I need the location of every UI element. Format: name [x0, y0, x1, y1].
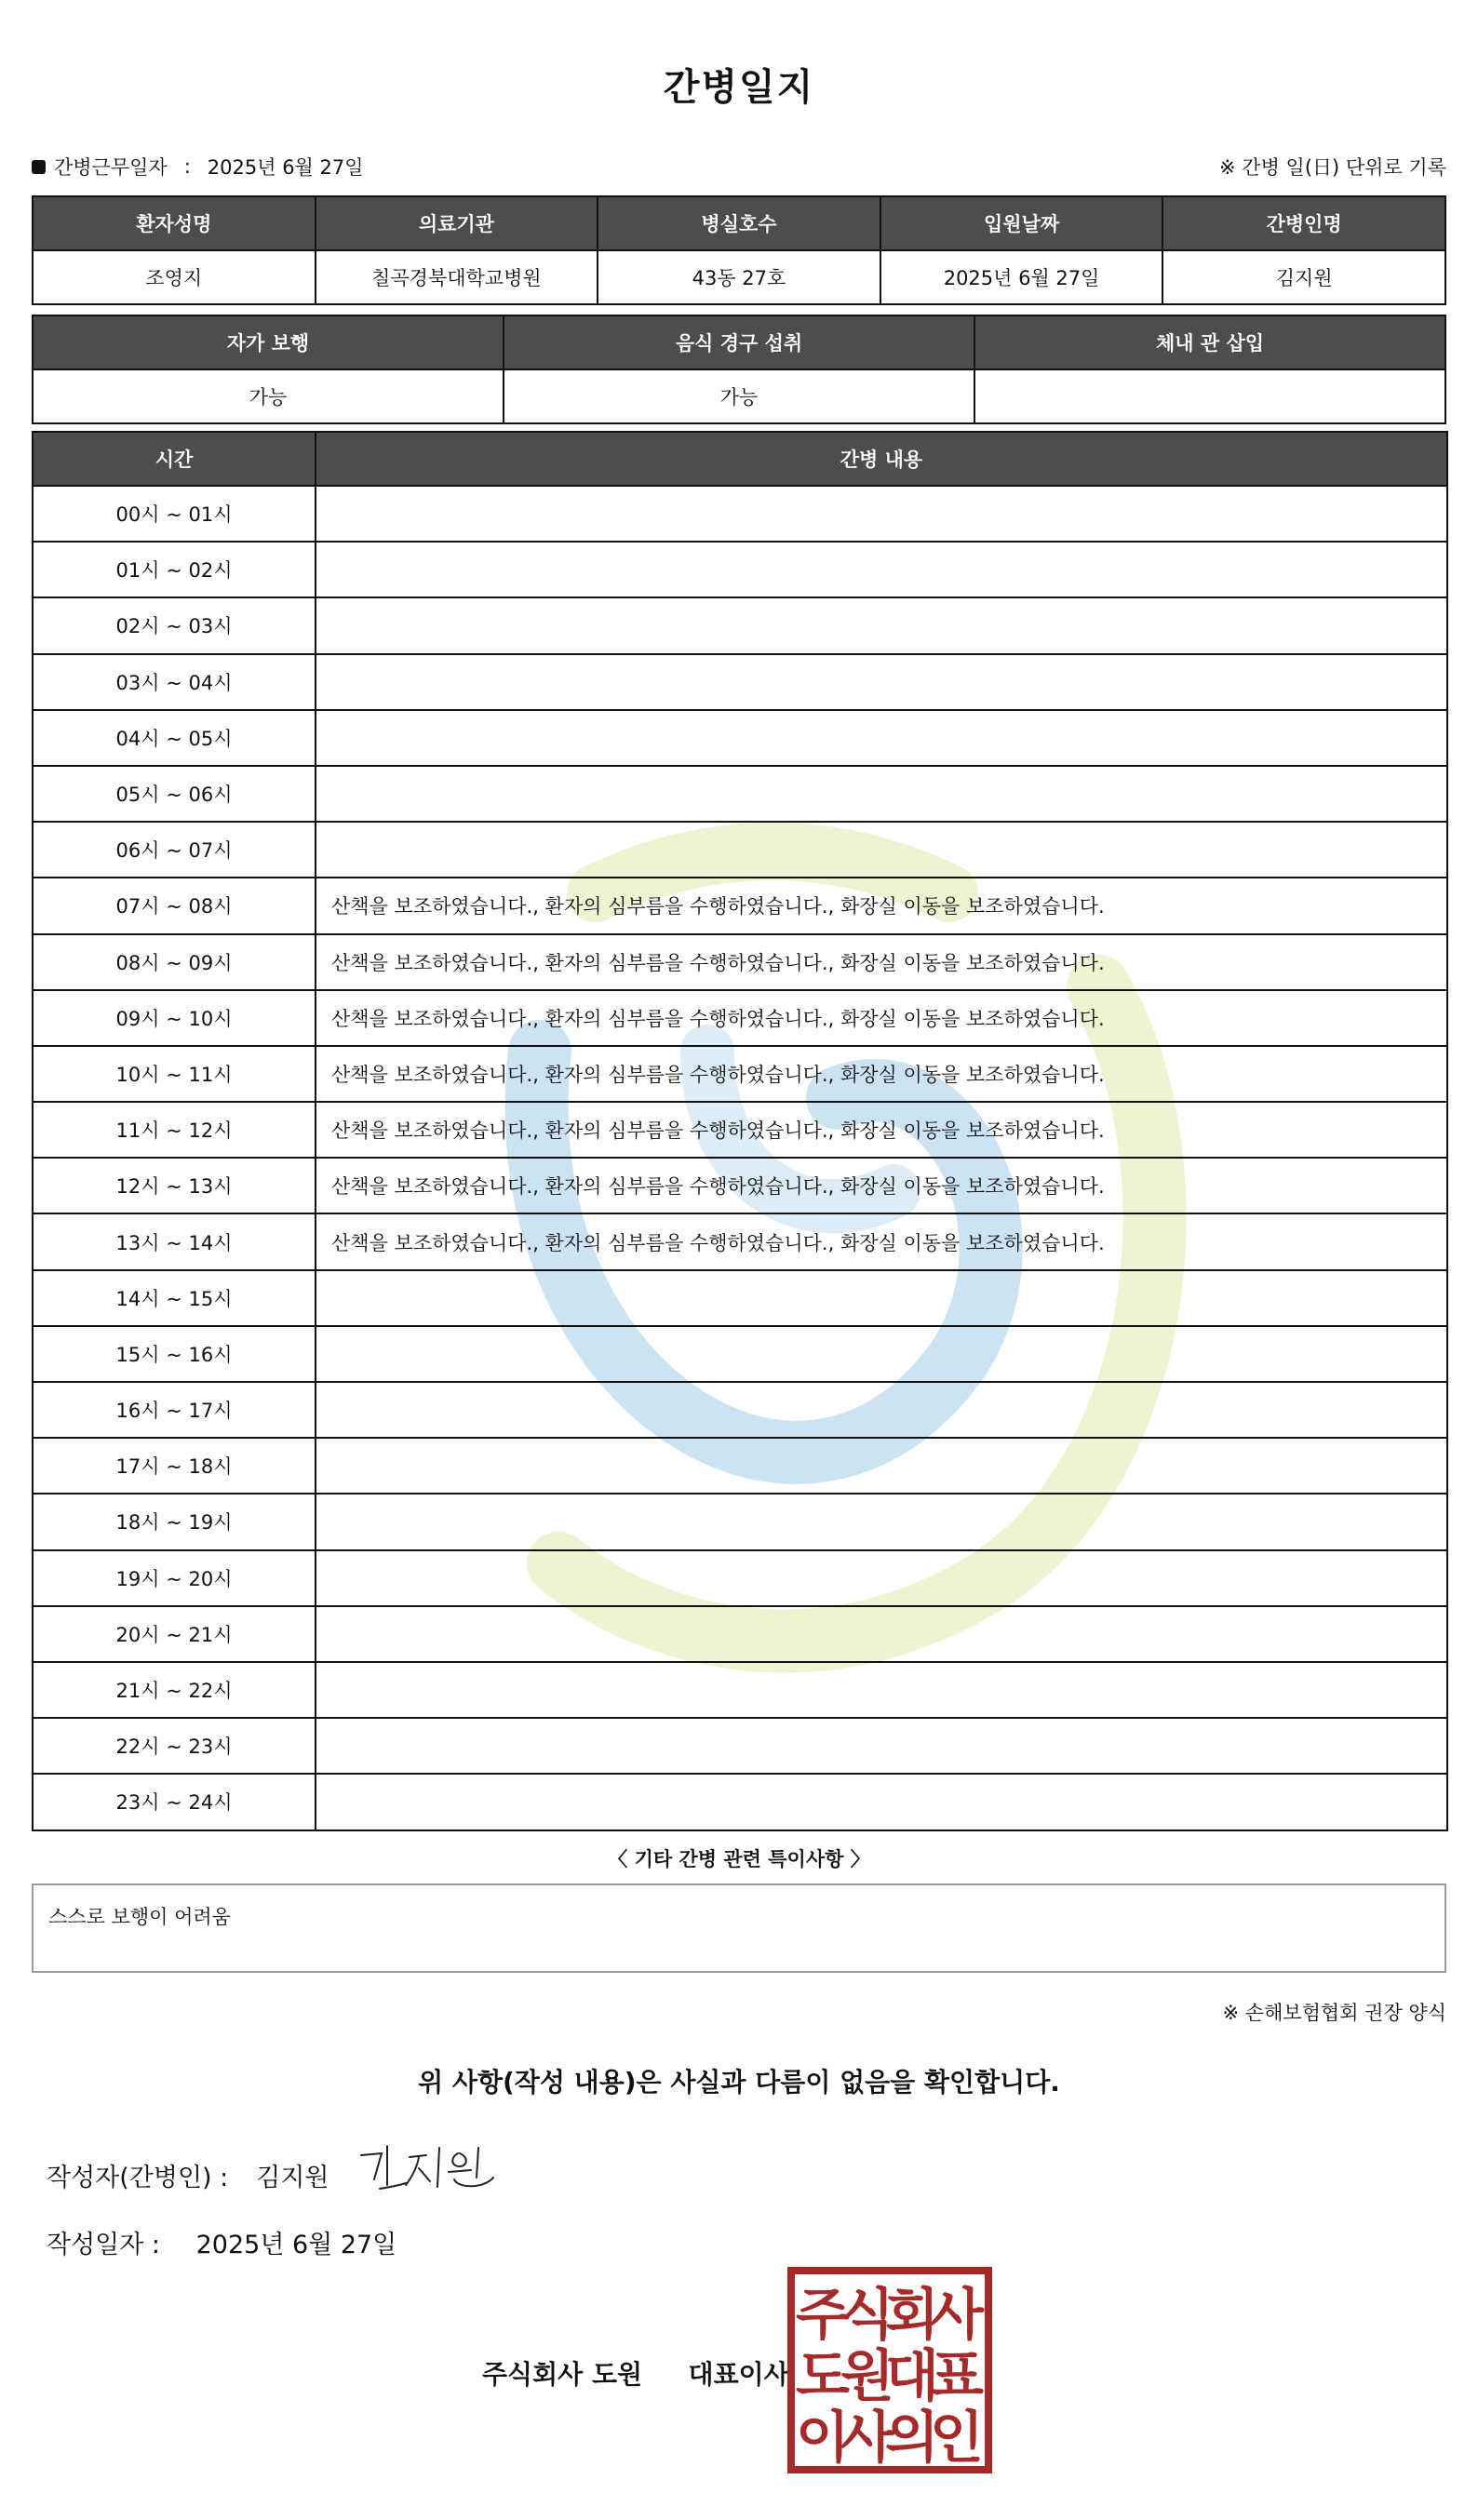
company-name: 주식회사 도원 [482, 2359, 643, 2390]
care-log-content: 산책을 보조하였습니다., 환자의 심부름을 수행하였습니다., 화장실 이동을 보조하였습니다. [316, 1158, 1447, 1213]
special-notes-text: 스스로 보행이 어려움 [48, 1906, 231, 1928]
work-date-colon: : [183, 155, 191, 178]
care-log-row [33, 1158, 1447, 1213]
care-log-row [33, 822, 1447, 878]
care-log-content [316, 654, 1447, 710]
care-log-content [316, 1606, 1447, 1662]
written-date-row [47, 2224, 396, 2260]
care-log-row [33, 1438, 1447, 1494]
care-log-time: 14시 ~ 15시 [33, 1270, 316, 1326]
care-log-header-row [33, 432, 1447, 486]
special-notes-heading: 〈 기타 간병 관련 특이사항 〉 [608, 1848, 870, 1870]
care-log-row [33, 542, 1447, 597]
care-log-time: 09시 ~ 10시 [33, 990, 316, 1046]
care-log-content [316, 766, 1447, 822]
written-date-value: 2025년 6월 27일 [195, 2231, 397, 2259]
care-log-time: 01시 ~ 02시 [33, 542, 316, 597]
svg-text:대: 대 [885, 2344, 939, 2409]
care-log-row [33, 1102, 1447, 1158]
care-log-row [33, 878, 1447, 933]
care-log-row [33, 1494, 1447, 1549]
care-log-body [33, 486, 1447, 1830]
header-time: 시간 [33, 432, 316, 486]
care-log-time: 15시 ~ 16시 [33, 1326, 316, 1382]
care-log-content [316, 486, 1447, 542]
work-date-value: 2025년 6월 27일 [207, 156, 364, 179]
care-log-content [316, 1774, 1447, 1830]
care-log-row [33, 1326, 1447, 1382]
care-log-content [316, 1550, 1447, 1606]
svg-text:이: 이 [796, 2406, 850, 2471]
care-log-content [316, 1382, 1447, 1438]
header-tube-insertion: 체내 관 삽입 [974, 315, 1445, 369]
company-seal-stamp [786, 2265, 994, 2475]
header-oral-intake: 음식 경구 섭취 [504, 315, 974, 369]
hospital-value: 칠곡경북대학교병원 [316, 250, 598, 304]
header-room: 병실호수 [598, 196, 880, 250]
care-log-content: 산책을 보조하였습니다., 환자의 심부름을 수행하였습니다., 화장실 이동을 보조하였습니다. [316, 1213, 1447, 1269]
care-log-content: 산책을 보조하였습니다., 환자의 심부름을 수행하였습니다., 화장실 이동을 보조하였습니다. [316, 878, 1447, 933]
header-hospital: 의료기관 [316, 196, 598, 250]
work-date-label: 간병근무일자 [54, 156, 168, 179]
svg-text:주: 주 [796, 2283, 850, 2348]
care-log-row [33, 1270, 1447, 1326]
writer-label: 작성자(간병인) : [47, 2164, 229, 2192]
care-log-content [316, 822, 1447, 878]
care-log-time: 13시 ~ 14시 [33, 1213, 316, 1269]
care-log-time: 04시 ~ 05시 [33, 710, 316, 766]
care-log-content [316, 1494, 1447, 1549]
status-value-row [33, 369, 1445, 423]
care-log-content [316, 1270, 1447, 1326]
care-log-content [316, 542, 1447, 597]
written-date-label: 작성일자 : [47, 2231, 161, 2259]
care-log-time: 06시 ~ 07시 [33, 822, 316, 878]
care-log-row [33, 1774, 1447, 1830]
care-log-time: 16시 ~ 17시 [33, 1382, 316, 1438]
patient-info-table [32, 195, 1446, 305]
care-log-time: 02시 ~ 03시 [33, 597, 316, 653]
ceo-title: 대표이사 [688, 2359, 789, 2390]
svg-text:회: 회 [885, 2283, 939, 2348]
care-log-content [316, 1326, 1447, 1382]
svg-text:사: 사 [840, 2406, 894, 2471]
care-log-content [316, 597, 1447, 653]
care-log-row [33, 486, 1447, 542]
document-title: 간병일지 [663, 66, 815, 109]
care-log-content [316, 1438, 1447, 1494]
care-log-content [316, 710, 1447, 766]
record-note: ※ 간병 일(日) 단위로 기록 [1219, 156, 1446, 179]
work-date-row [32, 153, 1446, 182]
care-log-row [33, 597, 1447, 653]
care-log-time: 22시 ~ 23시 [33, 1718, 316, 1774]
tube-insertion-value [974, 369, 1445, 423]
care-log-content [316, 1718, 1447, 1774]
svg-text:인: 인 [930, 2406, 984, 2471]
care-log-time: 23시 ~ 24시 [33, 1774, 316, 1830]
patient-status-table [32, 315, 1446, 424]
company-signature-line [482, 2354, 789, 2392]
care-log-row [33, 710, 1447, 766]
care-log-time: 20시 ~ 21시 [33, 1606, 316, 1662]
svg-text:도: 도 [796, 2344, 850, 2409]
care-log-row [33, 654, 1447, 710]
svg-text:식: 식 [840, 2283, 894, 2348]
care-log-row [33, 1382, 1447, 1438]
care-log-time: 00시 ~ 01시 [33, 486, 316, 542]
care-log-row [33, 1718, 1447, 1774]
oral-intake-value: 가능 [504, 369, 974, 423]
svg-text:원: 원 [840, 2344, 894, 2409]
special-notes-box [32, 1883, 1446, 1973]
care-log-content: 산책을 보조하였습니다., 환자의 심부름을 수행하였습니다., 화장실 이동을 보조하였습니다. [316, 1102, 1447, 1158]
care-log-time: 21시 ~ 22시 [33, 1662, 316, 1718]
form-note: ※ 손해보험협회 권장 양식 [1222, 2002, 1446, 2024]
svg-text:사: 사 [930, 2283, 984, 2348]
writer-row [47, 2157, 329, 2193]
patient-info-value-row [33, 250, 1445, 304]
patient-info-header-row [33, 196, 1445, 250]
svg-text:의: 의 [885, 2406, 939, 2471]
care-log-content: 산책을 보조하였습니다., 환자의 심부름을 수행하였습니다., 화장실 이동을 보조하였습니다. [316, 990, 1447, 1046]
header-admission-date: 입원날짜 [880, 196, 1163, 250]
care-log-time: 08시 ~ 09시 [33, 934, 316, 990]
care-log-table [32, 431, 1448, 1831]
header-care-content: 간병 내용 [316, 432, 1447, 486]
svg-text:표: 표 [930, 2344, 984, 2409]
care-log-time: 11시 ~ 12시 [33, 1102, 316, 1158]
care-log-content: 산책을 보조하였습니다., 환자의 심부름을 수행하였습니다., 화장실 이동을 보조하였습니다. [316, 1046, 1447, 1102]
handwritten-signature [354, 2137, 512, 2204]
header-self-walking: 자가 보행 [33, 315, 504, 369]
care-log-time: 17시 ~ 18시 [33, 1438, 316, 1494]
care-log-time: 19시 ~ 20시 [33, 1550, 316, 1606]
self-walking-value: 가능 [33, 369, 504, 423]
care-log-time: 18시 ~ 19시 [33, 1494, 316, 1549]
care-log-row [33, 1606, 1447, 1662]
care-log-time: 03시 ~ 04시 [33, 654, 316, 710]
room-value: 43동 27호 [598, 250, 880, 304]
confirmation-statement: 위 사항(작성 내용)은 사실과 다름이 없음을 확인합니다. [418, 2067, 1060, 2098]
care-log-content [316, 1662, 1447, 1718]
care-log-row [33, 1213, 1447, 1269]
header-caregiver-name: 간병인명 [1162, 196, 1445, 250]
care-log-row [33, 766, 1447, 822]
care-log-time: 10시 ~ 11시 [33, 1046, 316, 1102]
care-log-time: 12시 ~ 13시 [33, 1158, 316, 1213]
care-log-row [33, 934, 1447, 990]
care-log-row [33, 1550, 1447, 1606]
writer-name: 김지원 [256, 2164, 329, 2192]
care-log-content: 산책을 보조하였습니다., 환자의 심부름을 수행하였습니다., 화장실 이동을 보조하였습니다. [316, 934, 1447, 990]
care-log-time: 05시 ~ 06시 [33, 766, 316, 822]
admission-date-value: 2025년 6월 27일 [880, 250, 1163, 304]
care-log-row [33, 1046, 1447, 1102]
care-log-row [33, 1662, 1447, 1718]
bullet-icon [32, 160, 46, 174]
care-log-row [33, 990, 1447, 1046]
care-log-time: 07시 ~ 08시 [33, 878, 316, 933]
status-header-row [33, 315, 1445, 369]
patient-name-value: 조영지 [33, 250, 316, 304]
header-patient-name: 환자성명 [33, 196, 316, 250]
caregiver-name-value: 김지원 [1162, 250, 1445, 304]
